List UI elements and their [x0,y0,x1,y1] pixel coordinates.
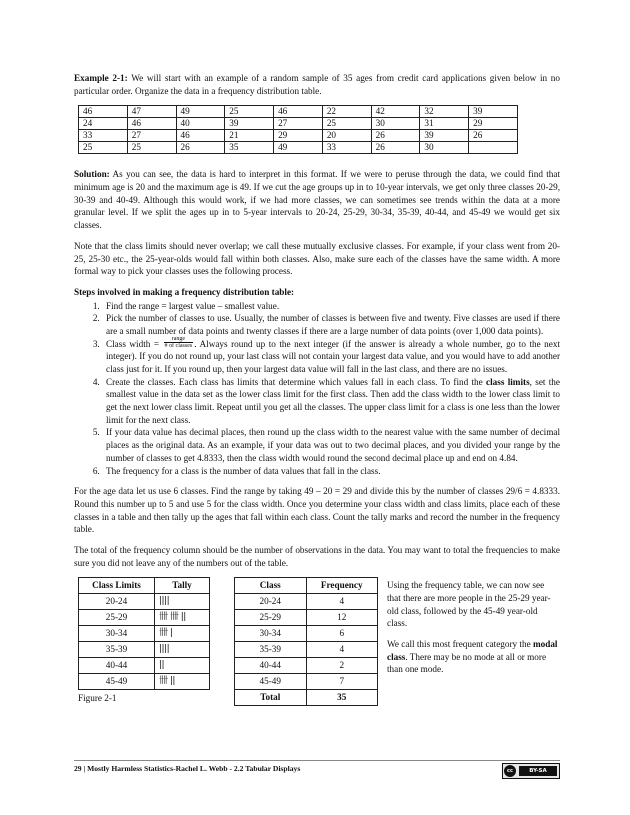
modal-class-term: modal class [387,639,558,662]
table-cell: 27 [127,130,176,142]
table-cell: 29 [274,130,323,142]
step-text: Class width = [106,338,163,349]
step-text: . Always round up to the next integer (if the answer is already a whole number, go to the next integer). If you do not round up, your last class will not contain your largest data value, and you would have to add another class just for it. If you round up, then your largest data value will fall in the last class, and there are no issues. [106,338,560,374]
table-cell [469,142,518,154]
table-cell: 39 [225,118,274,130]
side-paragraph: Using the frequency table, we can now see that there are more people in the 25-29 year-old class, followed by the 45-49 year-old class. [387,580,551,629]
table-row [235,642,378,658]
step-item [102,335,560,376]
table-cell: 29 [469,118,518,130]
table-row [235,594,378,610]
table-cell: 4 [306,642,378,658]
table-cell: 40-44 [235,658,307,674]
table-cell: 4 [306,594,378,610]
step-item: 6. The frequency for a class is the number of data values that fall in the class. [102,465,560,478]
table-cell: 30 [420,142,469,154]
side-text: We call this most frequent category the [387,639,533,650]
table-cell: 6 [306,626,378,642]
table-cell: 49 [274,142,323,154]
table-row [235,610,378,626]
total-value: 35 [306,690,378,706]
steps-list [74,300,560,478]
table-row [235,626,378,642]
ages-table [78,105,518,154]
table-cell: 47 [127,106,176,118]
table-cell: 27 [274,118,323,130]
table-header-row [79,578,210,594]
side-note [387,579,560,684]
table-cell: 25 [127,142,176,154]
table-cell: 30 [371,118,420,130]
table-cell: 45-49 [235,674,307,690]
table-cell: 2 [306,658,378,674]
solution-text: As you can see, the data is hard to interpret in this format. If we were to peruse through the data, we could find that minimum age is 20 and the maximum age is 49. If we cut the age groups up in to 10-year intervals, we get only three classes 20-29, 30-39 and 40-49. Although this would work, if we had more classes, we can sometimes see trends within the data at a more granular level. If we split the ages up in to 5-year intervals to 20-24, 25-29, 30-34, 35-39, 40-44, and 45-49 we would get six classes. [74,169,560,231]
table-row [79,142,518,154]
table-row [79,658,210,674]
table-cell: 32 [420,106,469,118]
table-cell: 26 [176,142,225,154]
table-cell: 46 [176,130,225,142]
table-cell: 25-29 [235,610,307,626]
example-paragraph [74,72,560,97]
table-cell: 26 [371,130,420,142]
table-cell: 30-34 [235,626,307,642]
tally-table [78,577,210,690]
table-row [235,658,378,674]
class-width-fraction [164,336,194,350]
column-header: Class Limits [79,578,155,594]
table-cell: 35-39 [235,642,307,658]
table-cell: 12 [306,610,378,626]
frequency-table [234,577,378,706]
tally-cell: 卌 || [154,674,209,690]
cc-license-text: BY-SA [519,766,557,776]
total-row [235,690,378,706]
table-cell: 46 [127,118,176,130]
tally-cell: |||| [154,594,209,610]
table-cell: 39 [420,130,469,142]
table-cell: 25 [79,142,128,154]
cc-logo-icon: cc [504,765,516,777]
class-limits-paragraph: Note that the class limits should never overlap; we call these mutually exclusive classes. For example, if your class went from 20-25, 25-30 etc., the 25-year-olds would fall within both classes. Also, make sure each of the classes have the same width. A more formal way to pick your classes uses the following process. [74,240,560,277]
table-row [79,118,518,130]
table-cell: 20-24 [235,594,307,610]
table-cell: 46 [274,106,323,118]
table-cell: 35-39 [79,642,155,658]
step-item: 1. Find the range = largest value – smallest value. [102,300,560,313]
table-cell: 39 [469,106,518,118]
page-footer [74,760,560,773]
step-item: 5. If your data value has decimal places, then round up the class width to the nearest value with the same number of decimal places as the original data. As an example, if your data was out to two decimal places, and you divided your range by the number of classes to get 4.8333, then the class width would round the second decimal place up and end on 4.84. [102,426,560,464]
table-cell: 20-24 [79,594,155,610]
tally-cell: 卌 | [154,626,209,642]
table-cell: 45-49 [79,674,155,690]
example-heading: Example 2-1: [74,73,128,83]
solution-paragraph [74,168,560,231]
table-cell: 20 [322,130,371,142]
table-cell: 21 [225,130,274,142]
tally-cell: |||| [154,642,209,658]
total-paragraph: The total of the frequency column should be the number of observations in the data. You may want to total the frequencies to make sure you did not leave any of the numbers out of the table. [74,544,560,568]
table-cell: 25 [225,106,274,118]
table-cell: 22 [322,106,371,118]
table-cell: 30-34 [79,626,155,642]
table-cell: 31 [420,118,469,130]
table-cell: 42 [371,106,420,118]
table-cell: 25-29 [79,610,155,626]
table-cell: 35 [225,142,274,154]
table-cell: 33 [79,130,128,142]
steps-title: Steps involved in making a frequency distribution table: [74,286,295,297]
tally-cell: 卌 卌 || [154,610,209,626]
table-cell: 46 [79,106,128,118]
table-row [235,674,378,690]
table-header-row [235,578,378,594]
step-item: 2. Pick the number of classes to use. Usually, the number of classes is between five and twenty. Five classes are used if there are a small number of data points and twenty classes if there are a large number of data points (over 1,000 data points). [102,312,560,337]
total-label: Total [235,690,307,706]
step-text: Create the classes. Each class has limits that determine which values fall in each class. To find the [106,376,487,387]
table-row [79,106,518,118]
step-text: , set the smallest value in the data set as the lower class limit for the first class. Then add the class width to the lower class limit to get the next lower class limit. Repeat until you get all the classes. The upper class limit for a class is one less than the lower limit for the next class. [106,376,560,425]
table-row [79,130,518,142]
table-cell: 25 [322,118,371,130]
table-cell: 26 [469,130,518,142]
figure-caption: Figure 2-1 [78,693,117,704]
table-row [79,594,210,610]
table-cell: 24 [79,118,128,130]
solution-heading: Solution: [74,169,110,180]
step-item [102,376,560,427]
side-text: . There may be no mode at all or more than one mode. [387,651,547,675]
fraction-denominator: # of classes [164,343,193,350]
tally-cell: || [154,658,209,674]
table-row [79,626,210,642]
step-bold-term: class limits [486,376,530,387]
column-header: Class [235,578,307,594]
column-header: Tally [154,578,209,594]
table-cell: 49 [176,106,225,118]
fraction-numerator: range [164,336,194,343]
age-data-paragraph: For the age data let us use 6 classes. Find the range by taking 49 – 20 = 29 and divide this by the number of classes 29/6 = 4.8333. Round this number up to 5 and use 5 for the class width. Once you determine your class width and class limits, place each of these classes in a table and then tally up the ages that fall within each class. Count the tally marks and record the number in the frequency table. [74,486,560,535]
table-row [79,610,210,626]
table-cell: 40 [176,118,225,130]
table-row [79,674,210,690]
column-header: Frequency [306,578,378,594]
table-cell: 7 [306,674,378,690]
table-cell: 26 [371,142,420,154]
page-content [74,72,560,707]
table-cell: 33 [322,142,371,154]
table-row [79,642,210,658]
side-paragraph [387,638,560,676]
example-text: We will start with an example of a random sample of 35 ages from credit card applications given below in no particular order. Organize the data in a frequency distribution table. [74,73,560,96]
tables-section [74,577,560,707]
cc-license-badge [502,763,560,779]
footer-text: 29 | Mostly Harmless Statistics-Rachel L. Webb - 2.2 Tabular Displays [74,764,301,773]
table-cell: 40-44 [79,658,155,674]
